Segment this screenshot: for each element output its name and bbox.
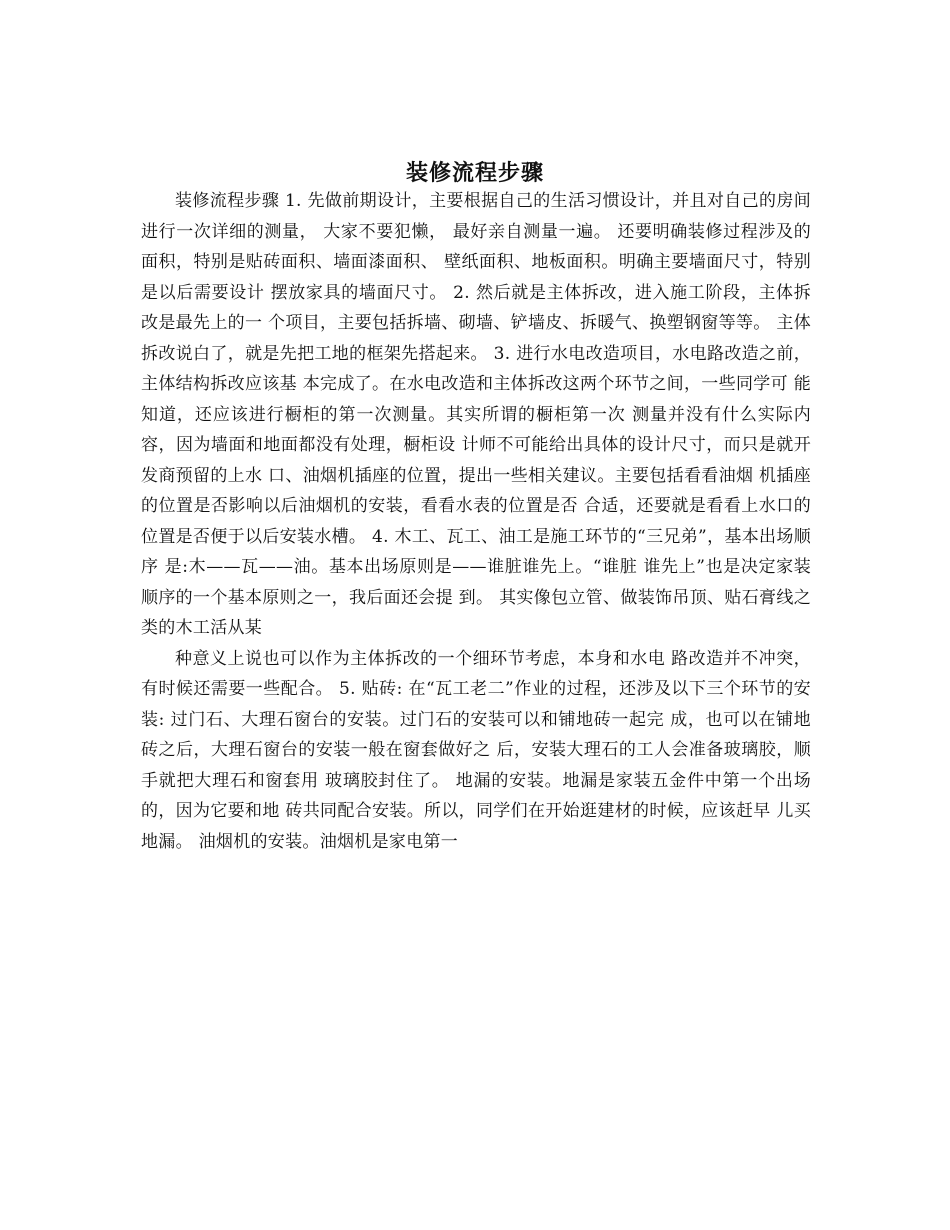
document-body (141, 186, 811, 857)
paragraph-1: 装修流程步骤 1. 先做前期设计，主要根据自己的生活习惯设计，并且对自己的房间进行一次详细的测量， 大家不要犯懒， 最好亲自测量一遍。 还要明确装修过程涉及的面积，特别是贴砖面积、墙面漆面积、 壁纸面积、地板面积。明确主要墙面尺寸，特别是以后需要设计 摆放家具的墙面尺寸。 2. 然后就是主体拆改，进入施工阶段，主体拆改是最先上的一 个项目，主要包括拆墙、砌墙、铲墙皮、拆暖气、换塑钢窗等等。 主体拆改说白了，就是先把工地的框架先搭起来。 3. 进行水电改造项目，水电路改造之前，主体结构拆改应该基 本完成了。在水电改造和主体拆改这两个环节之间，一些同学可 能知道，还应该进行橱柜的第一次测量。其实所谓的橱柜第一次 测量并没有什么实际内容，因为墙面和地面都没有处理，橱柜设 计师不可能给出具体的设计尺寸，而只是就开发商预留的上水 口、油烟机插座的位置，提出一些相关建议。主要包括看看油烟 机插座的位置是否影响以后油烟机的安装，看看水表的位置是否 合适，还要就是看看上水口的位置是否便于以后安装水槽。 4. 木工、瓦工、油工是施工环节的“三兄弟”，基本出场顺序 是:木——瓦——油。基本出场原则是——谁脏谁先上。“谁脏 谁先上”也是决定家装顺序的一个基本原则之一，我后面还会提 到。 其实像包立管、做装饰吊顶、贴石膏线之类的木工活从某 (141, 191, 811, 638)
paragraph-2: 种意义上说也可以作为主体拆改的一个细环节考虑，本身和水电 路改造并不冲突，有时候还需要一些配合。 5. 贴砖: 在“瓦工老二”作业的过程，还涉及以下三个环节的安装: 过门石、大理石窗台的安装。过门石的安装可以和铺地砖一起完 成，也可以在铺地砖之后，大理石窗台的安装一般在窗套做好之 后，安装大理石的工人会准备玻璃胶，顺手就把大理石和窗套用 玻璃胶封住了。 地漏的安装。地漏是家装五金件中第一个出场的，因为它要和地 砖共同配合安装。所以，同学们在开始逛建材的时候，应该赶早 儿买地漏。 油烟机的安装。油烟机是家电第一 (141, 648, 811, 852)
page-title: 装修流程步骤 (405, 159, 544, 186)
